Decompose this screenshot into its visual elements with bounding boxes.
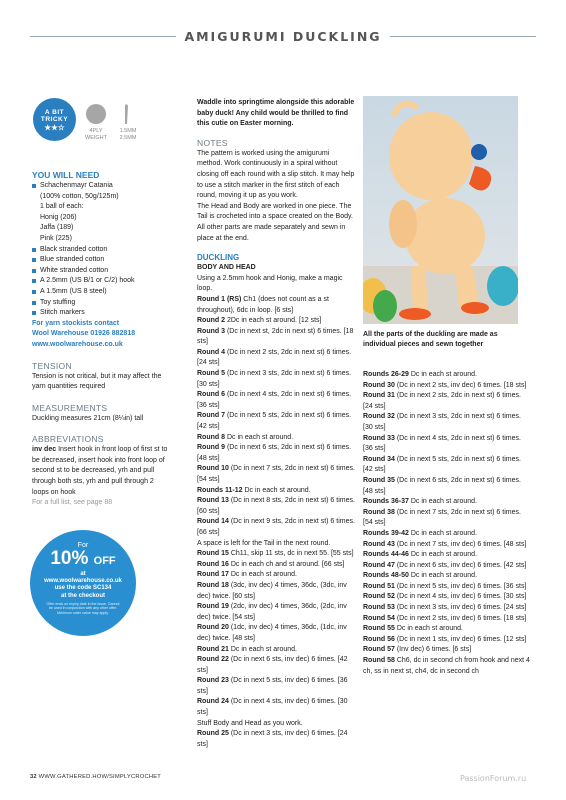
round-instruction: (Dc in next 4 sts, inv dec) 6 times. [30 sts] bbox=[197, 698, 348, 717]
round-label: Round 56 bbox=[363, 635, 395, 643]
round-instruction: Dc in each st around. bbox=[230, 645, 297, 653]
round-instruction: 2Dc in each st around. [12 sts] bbox=[226, 317, 322, 325]
round-label: Round 20 bbox=[197, 624, 229, 632]
full-list-note: For a full list, see page 88 bbox=[32, 499, 113, 507]
pattern-round bbox=[363, 645, 531, 656]
round-instruction: Dc in each ch and st around. [66 sts] bbox=[230, 560, 345, 568]
promo-terms: Offer ends on expiry date in the issue. Cannot be used in conjunction with any other offer. Minimum order value may apply. bbox=[46, 601, 120, 615]
pattern-round bbox=[363, 391, 531, 412]
pattern-round bbox=[197, 411, 355, 432]
round-instruction: (Dc in next 6 sts, inv dec) 6 times. [42 sts] bbox=[396, 561, 527, 569]
round-label: Round 2 bbox=[197, 317, 225, 325]
round-instruction: (Dc in next 3 sts, inv dec) 6 times. [24 sts] bbox=[396, 604, 527, 612]
pattern-round bbox=[197, 348, 355, 369]
material-item: White stranded cotton bbox=[32, 266, 172, 277]
round-label: Round 52 bbox=[363, 593, 395, 601]
materials-list bbox=[32, 181, 172, 319]
round-label: Round 30 bbox=[363, 381, 395, 389]
discount-promo[interactable]: For 10% OFF at www.woolwarehouse.co.uk use the code SC134 at the checkout Offer ends on expiry date in the issue. Cannot be used in conjunction with any other offer. Minimum order value may apply. bbox=[30, 530, 136, 636]
round-label: Round 13 bbox=[197, 497, 229, 505]
tension-text: Tension is not critical, but it may affect the yarn quantities required bbox=[32, 372, 162, 391]
round-label: Round 33 bbox=[363, 434, 395, 442]
round-instruction: (Dc in next 7 sts, 2dc in next st) 6 times. [54 sts] bbox=[197, 465, 355, 483]
material-item: A 2.5mm (US B/1 or C/2) hook bbox=[32, 276, 172, 287]
round-instruction: Dc in each st around. bbox=[410, 529, 478, 537]
pattern-round bbox=[197, 316, 355, 327]
material-item: Stitch markers bbox=[32, 308, 172, 319]
round-label: Round 14 bbox=[197, 518, 229, 526]
round-label: Round 54 bbox=[363, 614, 395, 622]
pattern-round bbox=[363, 656, 531, 677]
round-label: Rounds 48-50 bbox=[363, 572, 409, 580]
pattern-round bbox=[197, 369, 355, 390]
intro-text: Waddle into springtime alongside this adorable baby duck! Any child would be thrilled to find this cutie on Easter morning. bbox=[197, 99, 355, 128]
round-instruction: Dc in each st around. bbox=[410, 551, 478, 559]
round-label: Round 24 bbox=[197, 698, 229, 706]
measurements-text: Duckling measures 21cm (8¼in) tall bbox=[32, 414, 144, 422]
round-instruction: Ch1 (does not count as a st throughout), 6dc in loop. [6 sts] bbox=[197, 295, 329, 314]
pattern-round bbox=[197, 496, 355, 517]
rounds-list-1 bbox=[197, 295, 355, 751]
round-label: Round 57 bbox=[363, 646, 395, 654]
pattern-round bbox=[363, 497, 531, 508]
round-label: Rounds 39-42 bbox=[363, 529, 409, 537]
pattern-round bbox=[197, 655, 355, 676]
yarn-ball-icon bbox=[86, 104, 106, 124]
round-label: Round 51 bbox=[363, 582, 395, 590]
round-instruction: (Dc in next 1 sts, inv dec) 6 times. [12 sts] bbox=[396, 635, 527, 643]
round-instruction: (3dc, inv dec) 4 times, 36dc, (3dc, inv dec) twice. [60 sts] bbox=[197, 581, 347, 600]
subsection-heading: BODY AND HEAD bbox=[197, 264, 256, 272]
round-label: Rounds 26-29 bbox=[363, 371, 409, 378]
you-will-need-heading: YOU WILL NEED bbox=[32, 170, 100, 180]
pattern-round bbox=[363, 582, 531, 593]
notes-heading: NOTES bbox=[197, 137, 228, 148]
material-detail: 1 ball of each: bbox=[40, 203, 84, 211]
round-label: Round 25 bbox=[197, 730, 229, 738]
round-label: Round 55 bbox=[363, 625, 395, 633]
round-instruction: (Dc in next st, 2dc in next st) 6 times. [18 sts] bbox=[197, 327, 354, 346]
duck-foot bbox=[399, 308, 431, 320]
pattern-round bbox=[363, 592, 531, 603]
pattern-round bbox=[197, 549, 355, 560]
duckling-illustration bbox=[363, 96, 518, 324]
round-label: Round 4 bbox=[197, 348, 225, 356]
pattern-column-right bbox=[363, 370, 531, 677]
photo-caption: All the parts of the duckling are made as individual pieces and sewn together bbox=[363, 331, 498, 348]
round-instruction: (Dc in next 5 sts, inv dec) 6 times. [36 sts] bbox=[396, 582, 527, 590]
round-label: Round 38 bbox=[363, 508, 395, 516]
round-instruction: (Dc in next 4 sts, inv dec) 6 times. [30 sts] bbox=[396, 593, 527, 601]
pattern-round bbox=[197, 517, 355, 538]
round-instruction: (Dc in next 8 sts, 2dc in next st) 6 times. [60 sts] bbox=[197, 497, 355, 515]
pattern-column-main bbox=[197, 98, 355, 750]
abbreviations-heading: ABBREVIATIONS bbox=[32, 434, 104, 445]
pattern-intro: Using a 2.5mm hook and Honig, make a magic loop. bbox=[197, 274, 343, 293]
round-label: Round 43 bbox=[363, 540, 395, 548]
pattern-round bbox=[197, 602, 355, 623]
round-instruction: (Dc in next 5 sts, inv dec) 6 times. [36 sts] bbox=[197, 677, 348, 695]
round-instruction: (Dc in next 3 sts, inv dec) 6 times. [24 sts] bbox=[197, 730, 348, 748]
material-detail: Pink (225) bbox=[40, 234, 72, 242]
abbreviation-entry: inv dec Insert hook in front loop of first st to be decreased, insert hook into front loop of second st to be decreased, yrh and pull through both sts, yrh and pull through 2 loops on hook bbox=[32, 446, 168, 496]
pattern-round bbox=[197, 645, 355, 656]
pattern-round bbox=[363, 476, 531, 497]
notes-paragraph: The pattern is worked using the amigurumi method. Work continuously in a spiral without closing off each round with a slip stitch. It may help to use a stitch marker in the first stitch of each round, moving it up as you work. bbox=[197, 149, 355, 200]
round-instruction: A space is left for the Tail in the next round. bbox=[197, 539, 331, 547]
round-instruction: (Dc in next 7 sts, 2dc in next st) 6 times. [54 sts] bbox=[363, 508, 521, 527]
material-item: Black stranded cotton bbox=[32, 245, 172, 256]
round-instruction: (Dc in next 4 sts, 2dc in next st) 6 times. [36 sts] bbox=[197, 391, 352, 409]
pattern-round bbox=[197, 327, 355, 348]
duck-eye bbox=[471, 144, 487, 160]
round-instruction: (Dc in next 2 sts, inv dec) 6 times. [18 sts] bbox=[396, 614, 527, 622]
duck-wing bbox=[389, 200, 417, 248]
round-instruction: Dc in each st around. bbox=[410, 371, 478, 378]
round-label: Rounds 11-12 bbox=[197, 486, 243, 494]
round-instruction: Ch6, dc in second ch from hook and next 4 ch, ss in next st, ch4, dc in second ch bbox=[363, 657, 530, 675]
round-label: Round 31 bbox=[363, 392, 395, 400]
material-detail: Honig (206) bbox=[40, 213, 77, 221]
pattern-round bbox=[197, 729, 355, 750]
duck-foot bbox=[461, 302, 489, 314]
material-detail: (100% cotton, 50g/125m) bbox=[40, 192, 119, 200]
measurements-heading: MEASUREMENTS bbox=[32, 402, 108, 413]
watermark: PassionForum.ru bbox=[460, 774, 527, 783]
round-instruction: (Dc in next 6 sts, 2dc in next st) 6 times. [48 sts] bbox=[363, 476, 521, 495]
material-detail: Jaffa (189) bbox=[40, 224, 74, 232]
round-instruction: Dc in each st around. bbox=[410, 498, 478, 506]
pattern-round bbox=[363, 550, 531, 561]
hook-size-label: 1.5MM 2.5MM bbox=[119, 128, 137, 141]
pattern-round bbox=[197, 443, 355, 464]
round-instruction: (Dc in next 2 sts, 2dc in next st) 6 times. [24 sts] bbox=[363, 392, 521, 410]
round-instruction: (Dc in next 2 sts, 2dc in next st) 6 times. [24 sts] bbox=[197, 348, 352, 367]
material-item: Schachenmayr Catania bbox=[32, 181, 172, 192]
pattern-round bbox=[363, 381, 531, 392]
round-instruction: Dc in each st around. bbox=[410, 572, 478, 580]
pattern-round bbox=[197, 623, 355, 644]
round-instruction: (Dc in next 4 sts, 2dc in next st) 6 times. [36 sts] bbox=[363, 434, 521, 453]
round-label: Round 47 bbox=[363, 561, 395, 569]
round-instruction: (2dc, inv dec) 4 times, 36dc, (2dc, inv dec) twice. [54 sts] bbox=[197, 603, 347, 621]
round-instruction: (Dc in next 7 sts, inv dec) 6 times. [48 sts] bbox=[396, 540, 527, 548]
pattern-round bbox=[197, 295, 355, 316]
weight-label: 4PLY WEIGHT bbox=[85, 128, 107, 141]
page-footer: 32 WWW.GATHERED.HOW/SIMPLYCROCHET bbox=[30, 774, 162, 780]
round-label: Round 23 bbox=[197, 677, 229, 685]
pattern-round bbox=[363, 412, 531, 433]
round-label: Round 1 (RS) bbox=[197, 295, 242, 303]
material-item: Blue stranded cotton bbox=[32, 255, 172, 266]
round-instruction: (Dc in next 6 sts, 2dc in next st) 6 times. [48 sts] bbox=[197, 444, 352, 462]
round-label: Round 16 bbox=[197, 560, 229, 568]
round-label: Round 17 bbox=[197, 571, 229, 579]
difficulty-badge: A BIT TRICKY ★★☆ bbox=[33, 98, 76, 141]
pattern-round bbox=[363, 508, 531, 529]
pattern-round bbox=[363, 603, 531, 614]
pattern-round bbox=[363, 614, 531, 625]
round-label: Round 53 bbox=[363, 604, 395, 612]
tension-heading: TENSION bbox=[32, 360, 72, 371]
round-instruction: (Dc in next 2 sts, inv dec) 6 times. [18 sts] bbox=[396, 381, 527, 389]
pattern-round bbox=[363, 370, 531, 381]
round-label: Round 10 bbox=[197, 465, 229, 473]
easter-egg bbox=[487, 266, 518, 306]
round-label: Round 35 bbox=[363, 476, 395, 484]
material-item: Toy stuffing bbox=[32, 298, 172, 309]
round-instruction: (Dc in next 3 sts, 2dc in next st) 6 times. [30 sts] bbox=[197, 370, 352, 388]
round-label: Round 8 bbox=[197, 433, 225, 441]
header-title: AMIGURUMI DUCKLING bbox=[0, 28, 566, 46]
pattern-round bbox=[363, 540, 531, 551]
round-instruction: (Dc in next 5 sts, 2dc in next st) 6 times. [42 sts] bbox=[197, 412, 352, 431]
round-label: Round 32 bbox=[363, 413, 395, 421]
round-label: Round 34 bbox=[363, 455, 395, 463]
round-instruction: Dc in each st around. bbox=[226, 433, 294, 441]
round-instruction: (Inv dec) 6 times. [6 sts] bbox=[396, 646, 472, 654]
round-label: Round 22 bbox=[197, 656, 229, 664]
pattern-round bbox=[363, 455, 531, 476]
round-instruction: (Dc in next 3 sts, 2dc in next st) 6 times. [30 sts] bbox=[363, 413, 521, 431]
round-label: Round 19 bbox=[197, 603, 229, 611]
section-heading-duckling: DUCKLING bbox=[197, 253, 240, 263]
round-label: Round 58 bbox=[363, 657, 395, 665]
pattern-round bbox=[197, 581, 355, 602]
easter-egg bbox=[373, 290, 397, 322]
round-instruction: Dc in each st around. bbox=[396, 625, 463, 633]
stockist-info: For yarn stockists contact Wool Warehouse 01926 882818 www.woolwarehouse.co.uk bbox=[32, 319, 172, 351]
pattern-round bbox=[197, 539, 355, 550]
notes-paragraph: The Head and Body are worked in one piece. The Tail is crocheted into a space created on the Body. All other parts are made separately and sewn in place at the end. bbox=[197, 202, 353, 242]
pattern-round bbox=[363, 571, 531, 582]
round-instruction: Ch11, skip 11 sts, dc in next 55. [55 sts] bbox=[230, 550, 354, 558]
pattern-round bbox=[363, 561, 531, 572]
pattern-round bbox=[363, 529, 531, 540]
pattern-round bbox=[197, 486, 355, 497]
pattern-round bbox=[197, 697, 355, 718]
pattern-round bbox=[197, 464, 355, 485]
round-label: Round 7 bbox=[197, 412, 225, 420]
pattern-round bbox=[197, 719, 355, 730]
pattern-round bbox=[363, 434, 531, 455]
round-label: Rounds 44-46 bbox=[363, 551, 409, 559]
pattern-round bbox=[197, 390, 355, 411]
pattern-round bbox=[197, 570, 355, 581]
duckling-photo bbox=[363, 96, 518, 324]
round-label: Round 9 bbox=[197, 444, 225, 452]
material-item: A 1.5mm (US 8 steel) bbox=[32, 287, 172, 298]
pattern-round bbox=[197, 433, 355, 444]
round-label: Round 21 bbox=[197, 645, 229, 653]
round-instruction: Stuff Body and Head as you work. bbox=[197, 719, 303, 727]
sidebar-column bbox=[32, 170, 172, 509]
rounds-list-2 bbox=[363, 370, 531, 677]
round-label: Rounds 36-37 bbox=[363, 498, 409, 506]
round-label: Round 3 bbox=[197, 327, 225, 335]
round-instruction: (1dc, inv dec) 4 times, 36dc, (1dc, inv dec) twice. [48 sts] bbox=[197, 624, 347, 642]
round-instruction: Dc in each st around. bbox=[244, 486, 311, 494]
round-label: Round 15 bbox=[197, 550, 229, 558]
round-instruction: Dc in each st around. bbox=[230, 571, 297, 579]
round-label: Round 18 bbox=[197, 581, 229, 589]
round-instruction: (Dc in next 9 sts, 2dc in next st) 6 times. [66 sts] bbox=[197, 518, 355, 536]
round-label: Round 5 bbox=[197, 370, 225, 378]
pattern-round bbox=[363, 635, 531, 646]
round-label: Round 6 bbox=[197, 391, 225, 399]
pattern-round bbox=[197, 676, 355, 697]
stockist-link[interactable]: www.woolwarehouse.co.uk bbox=[32, 340, 123, 348]
duck-head bbox=[389, 112, 473, 200]
round-instruction: (Dc in next 5 sts, 2dc in next st) 6 times. [42 sts] bbox=[363, 455, 521, 474]
round-instruction: (Dc in next 6 sts, inv dec) 6 times. [42 sts] bbox=[197, 656, 348, 674]
difficulty-stars: ★★☆ bbox=[44, 123, 65, 132]
crochet-hook-icon bbox=[122, 103, 130, 125]
pattern-round bbox=[197, 560, 355, 571]
duck-body bbox=[405, 198, 485, 274]
pattern-round bbox=[363, 624, 531, 635]
